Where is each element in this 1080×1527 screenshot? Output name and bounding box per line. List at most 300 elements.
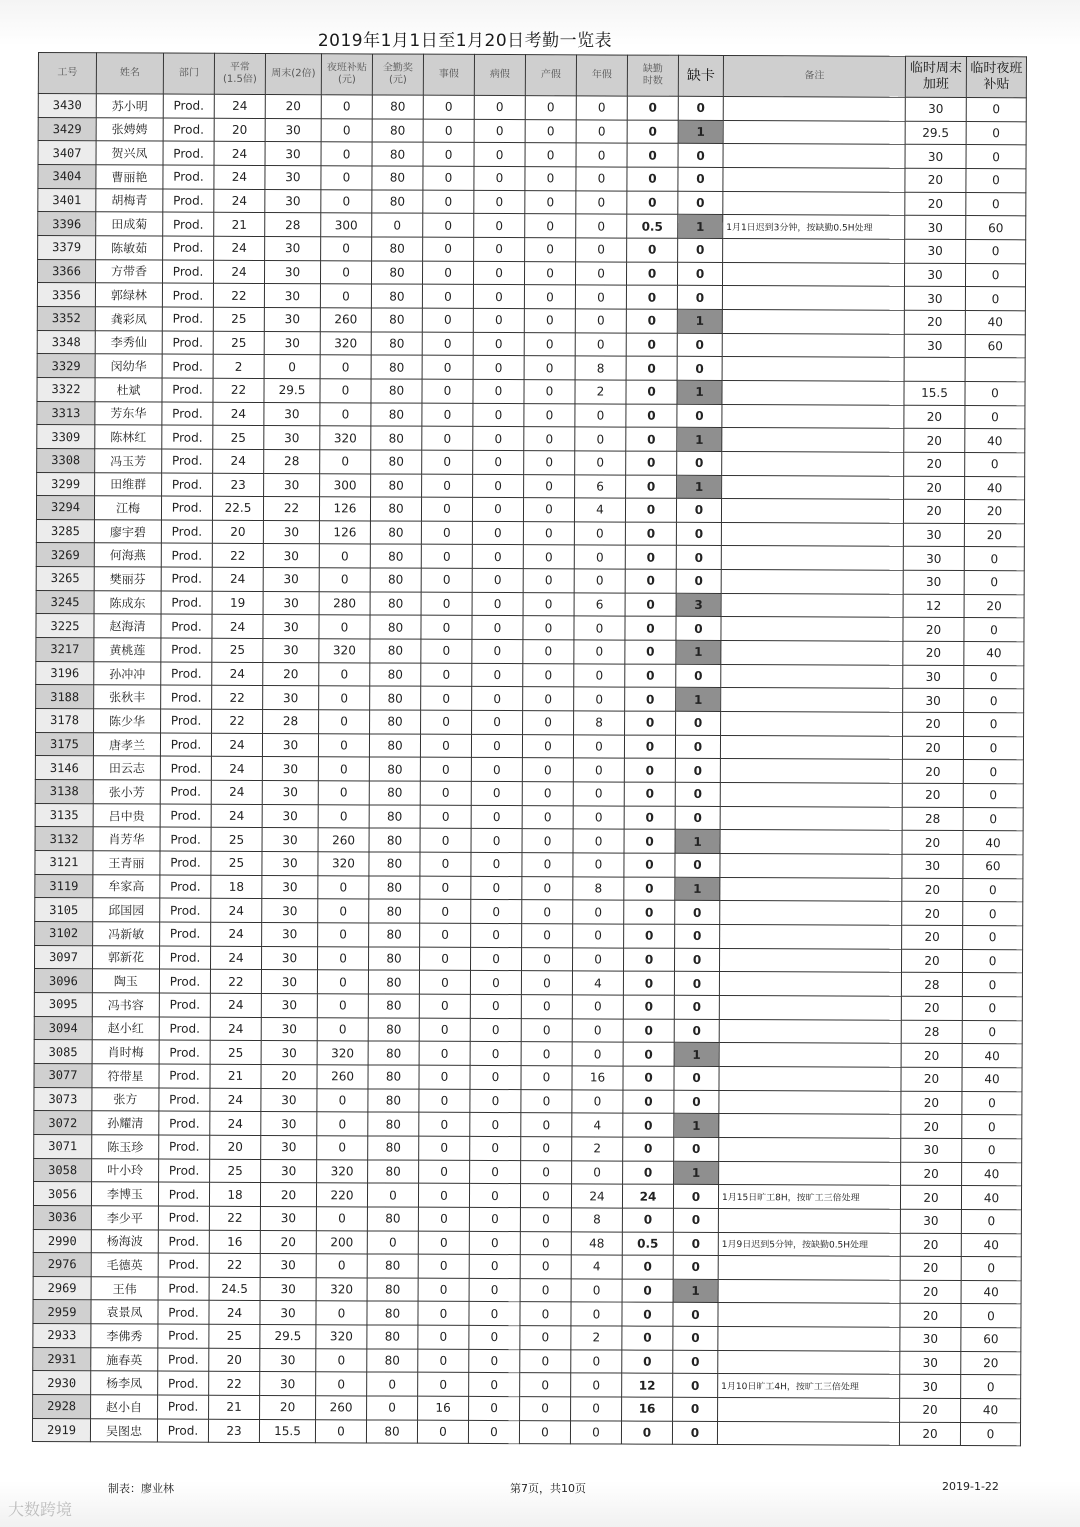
cell-dept: Prod.	[160, 827, 211, 851]
cell-c10: 0	[677, 404, 722, 428]
cell-c8: 0	[575, 332, 626, 356]
cell-c11: 30	[903, 689, 964, 713]
cell-c4: 80	[368, 1041, 419, 1065]
cell-c5: 0	[421, 616, 472, 640]
cell-note	[720, 901, 902, 925]
cell-c7: 0	[523, 663, 574, 687]
cell-c1: 22	[209, 1206, 260, 1230]
cell-c9: 0	[625, 617, 676, 641]
cell-c4: 0	[367, 1396, 418, 1420]
cell-id: 3196	[36, 661, 94, 685]
cell-c2: 30	[262, 804, 318, 828]
cell-c11: 20	[901, 1114, 962, 1138]
cell-c8: 0	[573, 806, 624, 830]
cell-dept: Prod.	[159, 1040, 210, 1064]
cell-c1: 24	[210, 946, 261, 970]
cell-c3: 0	[321, 189, 372, 213]
cell-c6: 0	[474, 237, 525, 261]
cell-c11: 20	[905, 192, 966, 216]
cell-c8: 0	[576, 143, 627, 167]
cell-dept: Prod.	[162, 402, 213, 426]
cell-c10: 0	[675, 735, 720, 759]
cell-c12: 0	[965, 452, 1025, 476]
cell-c3: 320	[320, 331, 371, 355]
cell-c9: 0	[626, 427, 677, 451]
cell-c12: 60	[965, 334, 1025, 358]
cell-name: 廖宇碧	[94, 520, 161, 544]
cell-c1: 24	[212, 662, 263, 686]
cell-c1: 24	[214, 142, 265, 166]
cell-c12: 0	[961, 1304, 1021, 1328]
cell-c12: 40	[964, 642, 1024, 666]
cell-id: 3146	[35, 756, 93, 780]
cell-c6: 0	[471, 876, 522, 900]
cell-c9: 0	[623, 1090, 674, 1114]
cell-c8: 0	[575, 427, 626, 451]
cell-dept: Prod.	[159, 969, 210, 993]
cell-c12: 20	[964, 523, 1024, 547]
cell-c11: 20	[904, 428, 965, 452]
cell-note	[718, 1327, 900, 1351]
cell-c1: 24	[210, 1111, 261, 1135]
cell-c1: 16	[209, 1230, 260, 1254]
cell-c1: 25	[211, 828, 262, 852]
cell-c10: 1	[674, 1114, 719, 1138]
cell-c8: 0	[574, 664, 625, 688]
cell-c12: 0	[963, 902, 1023, 926]
cell-id: 2931	[33, 1347, 91, 1371]
cell-c12	[965, 358, 1025, 382]
cell-c6: 0	[469, 1349, 520, 1373]
cell-name: 邱国园	[93, 898, 160, 922]
cell-c5: 0	[419, 1112, 470, 1136]
cell-c6: 0	[471, 852, 522, 876]
cell-c7: 0	[521, 1113, 572, 1137]
cell-c1: 24	[211, 804, 262, 828]
cell-c9: 0	[626, 356, 677, 380]
cell-c1: 25	[212, 638, 263, 662]
cell-c6: 0	[472, 569, 523, 593]
cell-dept: Prod.	[163, 118, 214, 142]
cell-c1: 24	[211, 899, 262, 923]
cell-c5: 0	[420, 734, 471, 758]
cell-c2: 30	[261, 1041, 317, 1065]
cell-c12: 20	[964, 594, 1024, 618]
cell-c7: 0	[523, 711, 574, 735]
cell-c12: 40	[961, 1280, 1021, 1304]
cell-c7: 0	[521, 947, 572, 971]
cell-note	[723, 144, 905, 168]
cell-c3: 280	[319, 592, 370, 616]
cell-c9: 0.5	[627, 214, 678, 238]
cell-name: 赵小自	[91, 1395, 158, 1419]
cell-c6: 0	[474, 166, 525, 190]
header-cell: 临时周末 加班	[905, 56, 966, 97]
cell-c4: 80	[372, 190, 423, 214]
cell-id: 3121	[35, 850, 93, 874]
cell-c3: 0	[318, 757, 369, 781]
cell-note: 1月1日迟到3分钟，按缺勤0.5H处理	[723, 215, 905, 239]
cell-dept: Prod.	[158, 1371, 209, 1395]
cell-name: 李佛秀	[91, 1324, 158, 1348]
cell-c10: 0	[675, 924, 720, 948]
cell-c5: 0	[423, 142, 474, 166]
cell-note	[722, 475, 904, 499]
cell-c11: 20	[900, 1185, 961, 1209]
cell-c8: 2	[571, 1326, 622, 1350]
cell-c7: 0	[520, 1349, 571, 1373]
cell-id: 3217	[36, 638, 94, 662]
cell-c7: 0	[524, 379, 575, 403]
cell-c9: 0	[626, 380, 677, 404]
cell-id: 3308	[37, 448, 95, 472]
cell-c5: 0	[419, 1089, 470, 1113]
cell-c8: 0	[571, 1397, 622, 1421]
cell-name: 张小芳	[93, 780, 160, 804]
cell-c4: 80	[370, 497, 421, 521]
cell-dept: Prod.	[160, 851, 211, 875]
cell-c11: 20	[902, 902, 963, 926]
cell-c6: 0	[470, 947, 521, 971]
cell-c8: 8	[571, 1208, 622, 1232]
cell-c3: 126	[319, 497, 370, 521]
cell-c4: 80	[369, 876, 420, 900]
cell-c8: 0	[576, 214, 627, 238]
cell-c10: 0	[676, 546, 721, 570]
cell-c2: 30	[263, 520, 319, 544]
cell-c12: 40	[962, 1067, 1022, 1091]
cell-c1: 25	[213, 307, 264, 331]
cell-c6: 0	[470, 1160, 521, 1184]
cell-c8: 8	[575, 356, 626, 380]
cell-c10: 0	[675, 853, 720, 877]
cell-name: 樊丽芬	[94, 567, 161, 591]
cell-c1: 22	[209, 1372, 260, 1396]
cell-c6: 0	[473, 356, 524, 380]
cell-note	[718, 1256, 900, 1280]
cell-c3: 0	[317, 994, 368, 1018]
cell-id: 3132	[35, 827, 93, 851]
cell-note	[720, 806, 902, 830]
cell-c9: 0	[622, 1279, 673, 1303]
cell-c6: 0	[473, 450, 524, 474]
cell-c3: 320	[317, 1041, 368, 1065]
cell-note	[722, 262, 904, 286]
cell-c8: 0	[575, 451, 626, 475]
cell-c3: 0	[318, 899, 369, 923]
cell-name: 郭新花	[92, 945, 159, 969]
cell-dept: Prod.	[162, 307, 213, 331]
cell-id: 3188	[36, 685, 94, 709]
cell-c2: 30	[263, 639, 319, 663]
cell-id: 3313	[37, 401, 95, 425]
cell-name: 郭绿林	[95, 283, 162, 307]
cell-c10: 1	[677, 475, 722, 499]
cell-c3: 0	[316, 1349, 367, 1373]
cell-c6: 0	[474, 95, 525, 119]
cell-c6: 0	[469, 1373, 520, 1397]
cell-c3: 220	[316, 1183, 367, 1207]
cell-c2: 30	[265, 165, 321, 189]
cell-c5: 0	[418, 1373, 469, 1397]
cell-c10: 0	[676, 617, 721, 641]
cell-name: 方带香	[95, 259, 162, 283]
cell-dept: Prod.	[162, 283, 213, 307]
cell-c5: 0	[420, 829, 471, 853]
cell-c3: 0	[316, 1301, 367, 1325]
cell-c10: 0	[674, 1066, 719, 1090]
cell-dept: Prod.	[158, 1182, 209, 1206]
cell-c4: 80	[367, 1278, 418, 1302]
cell-c4: 80	[370, 615, 421, 639]
cell-c1: 22	[209, 1253, 260, 1277]
cell-id: 3072	[34, 1111, 92, 1135]
cell-name: 王伟	[91, 1277, 158, 1301]
cell-c5: 0	[423, 190, 474, 214]
cell-id: 3058	[34, 1158, 92, 1182]
cell-c3: 320	[316, 1278, 367, 1302]
cell-c5: 0	[423, 95, 474, 119]
cell-note	[722, 428, 904, 452]
cell-c7: 0	[525, 143, 576, 167]
cell-c4: 80	[371, 284, 422, 308]
cell-c7: 0	[522, 829, 573, 853]
cell-c9: 0	[623, 1161, 674, 1185]
cell-c3: 0	[317, 1112, 368, 1136]
cell-c12: 0	[962, 1138, 1022, 1162]
cell-c9: 0	[623, 1042, 674, 1066]
cell-note	[718, 1279, 900, 1303]
cell-dept: Prod.	[161, 709, 212, 733]
cell-c8: 0	[575, 309, 626, 333]
cell-note	[719, 1090, 901, 1114]
cell-c1: 24	[214, 165, 265, 189]
cell-c2: 30	[265, 142, 321, 166]
cell-c9: 0	[626, 404, 677, 428]
cell-c6: 0	[472, 616, 523, 640]
cell-c8: 2	[575, 380, 626, 404]
cell-c1: 22	[212, 686, 263, 710]
cell-note	[721, 499, 903, 523]
cell-c8: 0	[572, 947, 623, 971]
cell-id: 2933	[33, 1324, 91, 1348]
cell-name: 杜斌	[95, 378, 162, 402]
cell-note	[722, 357, 904, 381]
cell-c8: 0	[572, 1160, 623, 1184]
cell-dept: Prod.	[158, 1348, 209, 1372]
cell-c6: 0	[469, 1302, 520, 1326]
cell-c8: 0	[572, 1018, 623, 1042]
cell-c4: 80	[370, 592, 421, 616]
cell-c11: 30	[900, 1375, 961, 1399]
cell-c11: 30	[904, 287, 965, 311]
cell-c1: 19	[212, 591, 263, 615]
cell-c1: 24	[212, 615, 263, 639]
cell-c10: 1	[678, 120, 723, 144]
cell-c10: 0	[677, 262, 722, 286]
cell-id: 3356	[37, 283, 95, 307]
cell-c5: 0	[422, 308, 473, 332]
cell-c1: 21	[209, 1395, 260, 1419]
cell-c7: 0	[523, 592, 574, 616]
cell-c5: 0	[418, 1349, 469, 1373]
cell-name: 芳东华	[95, 401, 162, 425]
cell-c4: 80	[372, 166, 423, 190]
cell-c4: 80	[372, 119, 423, 143]
cell-id: 3178	[36, 709, 94, 733]
cell-note	[719, 1137, 901, 1161]
cell-name: 毛德英	[91, 1253, 158, 1277]
cell-c12: 0	[965, 287, 1025, 311]
cell-c5: 16	[418, 1396, 469, 1420]
cell-note: 1月9日迟到5分钟，按缺勤0.5H处理	[718, 1232, 900, 1256]
cell-c4: 80	[369, 734, 420, 758]
cell-c4: 80	[370, 710, 421, 734]
cell-c10: 1	[673, 1279, 718, 1303]
cell-note	[719, 995, 901, 1019]
cell-c10: 0	[673, 1350, 718, 1374]
cell-c1: 25	[213, 331, 264, 355]
cell-name: 陶玉	[92, 969, 159, 993]
cell-c4: 80	[370, 521, 421, 545]
cell-c3: 320	[319, 639, 370, 663]
cell-c2: 30	[262, 828, 318, 852]
cell-c5: 0	[418, 1183, 469, 1207]
cell-c10: 1	[678, 215, 723, 239]
cell-dept: Prod.	[161, 638, 212, 662]
cell-c2: 22	[263, 497, 319, 521]
cell-c10: 0	[676, 664, 721, 688]
cell-c3: 0	[320, 450, 371, 474]
cell-c3: 260	[317, 1065, 368, 1089]
cell-id: 3352	[37, 306, 95, 330]
cell-c2: 30	[262, 757, 318, 781]
cell-dept: Prod.	[158, 1324, 209, 1348]
cell-c3: 0	[317, 1136, 368, 1160]
cell-id: 3105	[35, 898, 93, 922]
cell-c11: 12	[903, 594, 964, 618]
cell-c9: 24	[622, 1184, 673, 1208]
cell-c1: 24	[211, 733, 262, 757]
cell-c1: 24	[209, 1301, 260, 1325]
cell-c2: 30	[261, 1112, 317, 1136]
cell-c9: 0	[627, 238, 678, 262]
cell-c10: 0	[678, 238, 723, 262]
cell-note	[719, 1066, 901, 1090]
cell-c10: 0	[673, 1303, 718, 1327]
cell-c10: 1	[676, 688, 721, 712]
cell-c5: 0	[422, 474, 473, 498]
cell-c1: 24	[210, 1088, 261, 1112]
cell-c9: 0	[624, 877, 675, 901]
cell-c2: 28	[265, 213, 321, 237]
cell-id: 3366	[37, 259, 95, 283]
cell-id: 3135	[35, 803, 93, 827]
cell-c11: 29.5	[905, 121, 966, 145]
cell-dept: Prod.	[160, 804, 211, 828]
cell-name: 陈林红	[95, 425, 162, 449]
cell-c12: 0	[962, 973, 1022, 997]
cell-id: 2928	[33, 1395, 91, 1419]
cell-c9: 0	[624, 853, 675, 877]
cell-c2: 30	[260, 1254, 316, 1278]
header-cell: 病假	[474, 54, 525, 95]
cell-c2: 30	[260, 1206, 316, 1230]
cell-c9: 0	[625, 569, 676, 593]
cell-dept: Prod.	[158, 1301, 209, 1325]
cell-c1: 22	[212, 544, 263, 568]
cell-c11: 30	[903, 523, 964, 547]
cell-note	[719, 1161, 901, 1185]
cell-c1: 23	[208, 1419, 259, 1443]
cell-c8: 0	[575, 261, 626, 285]
cell-c3: 300	[320, 473, 371, 497]
cell-note: 1月15日旷工8H，按旷工三倍处理	[718, 1185, 900, 1209]
cell-id: 3404	[38, 164, 96, 188]
cell-c11: 20	[902, 783, 963, 807]
cell-dept: Prod.	[162, 449, 213, 473]
cell-id: 3285	[36, 519, 94, 543]
cell-c12: 40	[961, 1186, 1021, 1210]
cell-c3: 0	[316, 1372, 367, 1396]
cell-id: 3096	[34, 969, 92, 993]
cell-c4: 0	[367, 1230, 418, 1254]
cell-c4: 80	[368, 1018, 419, 1042]
cell-note	[721, 570, 903, 594]
cell-c7: 0	[520, 1278, 571, 1302]
cell-c11: 20	[902, 925, 963, 949]
cell-c1: 22	[212, 709, 263, 733]
cell-id: 3056	[33, 1182, 91, 1206]
cell-c7: 0	[522, 853, 573, 877]
cell-c12: 0	[962, 1115, 1022, 1139]
cell-c1: 24	[211, 757, 262, 781]
cell-c5: 0	[419, 1041, 470, 1065]
cell-c2: 20	[260, 1396, 316, 1420]
cell-note	[721, 617, 903, 641]
cell-c5: 0	[422, 261, 473, 285]
cell-c5: 0	[419, 994, 470, 1018]
cell-c3: 0	[318, 875, 369, 899]
cell-c10: 0	[674, 1090, 719, 1114]
cell-c9: 0	[627, 191, 678, 215]
cell-dept: Prod.	[159, 1135, 210, 1159]
cell-c11: 30	[905, 97, 966, 121]
cell-c12: 20	[961, 1351, 1021, 1375]
cell-name: 冯新敏	[93, 922, 160, 946]
cell-c10: 0	[676, 569, 721, 593]
cell-c2: 30	[265, 118, 321, 142]
header-cell: 姓名	[96, 53, 163, 94]
cell-c7: 0	[524, 474, 575, 498]
cell-dept: Prod.	[163, 165, 214, 189]
cell-dept: Prod.	[159, 946, 210, 970]
cell-c12: 0	[962, 949, 1022, 973]
cell-c2: 20	[260, 1230, 316, 1254]
cell-c11: 15.5	[904, 381, 965, 405]
cell-id: 3322	[37, 377, 95, 401]
cell-c8: 48	[571, 1231, 622, 1255]
cell-c6: 0	[474, 214, 525, 238]
cell-c5: 0	[423, 213, 474, 237]
table-maker: 制表：廖业林	[108, 1482, 174, 1495]
cell-c9: 0	[623, 1113, 674, 1137]
cell-dept: Prod.	[158, 1230, 209, 1254]
cell-c6: 0	[472, 639, 523, 663]
cell-c1: 23	[213, 473, 264, 497]
cell-c12: 60	[963, 855, 1023, 879]
cell-c9: 0	[624, 924, 675, 948]
